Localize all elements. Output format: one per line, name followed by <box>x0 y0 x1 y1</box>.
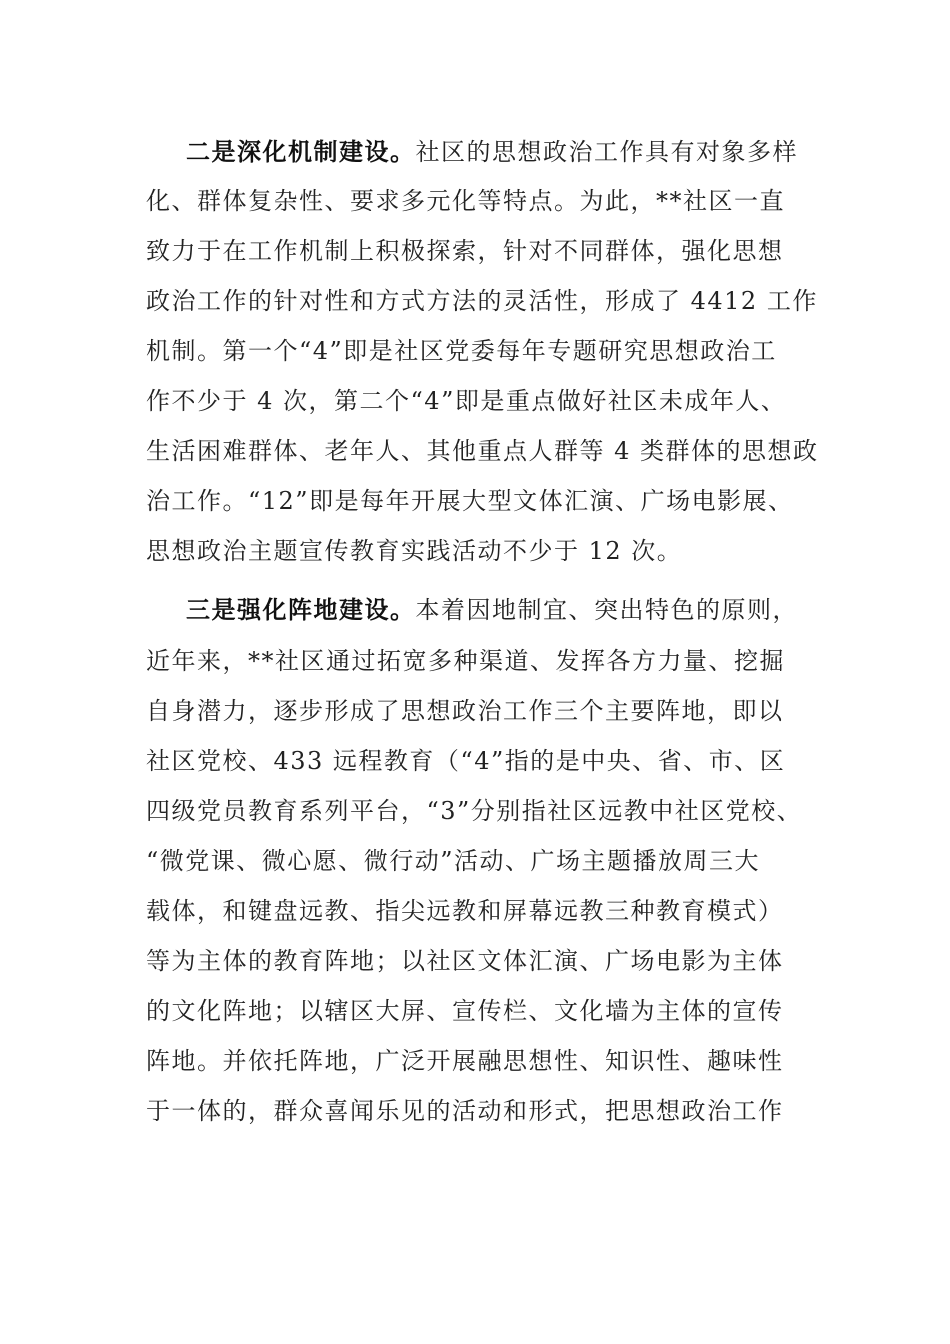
paragraph-line: 致力于在工作机制上积极探索，针对不同群体，强化思想 <box>146 237 784 265</box>
paragraph-line: 自身潜力，逐步形成了思想政治工作三个主要阵地，即以 <box>146 697 784 725</box>
paragraph-line: 载体，和键盘远教、指尖远教和屏幕远教三种教育模式） <box>146 897 784 925</box>
paragraph-lead-heading: 二是深化机制建设。 <box>186 137 416 166</box>
paragraph-line: 机制。第一个“4”即是社区党委每年专题研究思想政治工 <box>146 337 777 365</box>
paragraph-line: 四级党员教育系列平台，“3”分别指社区远教中社区党校、 <box>146 797 803 825</box>
paragraph-line <box>186 137 798 167</box>
paragraph-line: 社区党校、433 远程教育（“4”指的是中央、省、市、区 <box>146 747 786 775</box>
paragraph-line: 阵地。并依托阵地，广泛开展融思想性、知识性、趣味性 <box>146 1047 784 1075</box>
paragraph-line: 化、群体复杂性、要求多元化等特点。为此，**社区一直 <box>146 187 785 215</box>
paragraph-line <box>186 595 798 625</box>
paragraph-line: 治工作。“12”即是每年开展大型文体汇演、广场电影展、 <box>146 487 794 515</box>
paragraph-line: 作不少于 4 次，第二个“4”即是重点做好社区未成年人、 <box>146 387 787 415</box>
paragraph-line: 政治工作的针对性和方式方法的灵活性，形成了 4412 工作 <box>146 287 818 315</box>
paragraph-lead-heading: 三是强化阵地建设。 <box>186 595 416 624</box>
paragraph-line: 于一体的，群众喜闻乐见的活动和形式，把思想政治工作 <box>146 1097 784 1125</box>
paragraph-line: 的文化阵地；以辖区大屏、宣传栏、文化墙为主体的宣传 <box>146 997 784 1025</box>
paragraph-line: 思想政治主题宣传教育实践活动不少于 12 次。 <box>146 537 683 565</box>
paragraph-text: 本着因地制宜、突出特色的原则， <box>415 596 798 624</box>
paragraph-line: “微党课、微心愿、微行动”活动、广场主题播放周三大 <box>146 847 761 875</box>
paragraph-line: 近年来，**社区通过拓宽多种渠道、发挥各方力量、挖掘 <box>146 647 785 675</box>
paragraph-text: 社区的思想政治工作具有对象多样 <box>415 138 798 166</box>
paragraph-line: 等为主体的教育阵地；以社区文体汇演、广场电影为主体 <box>146 947 784 975</box>
paragraph-line: 生活困难群体、老年人、其他重点人群等 4 类群体的思想政 <box>146 437 819 465</box>
